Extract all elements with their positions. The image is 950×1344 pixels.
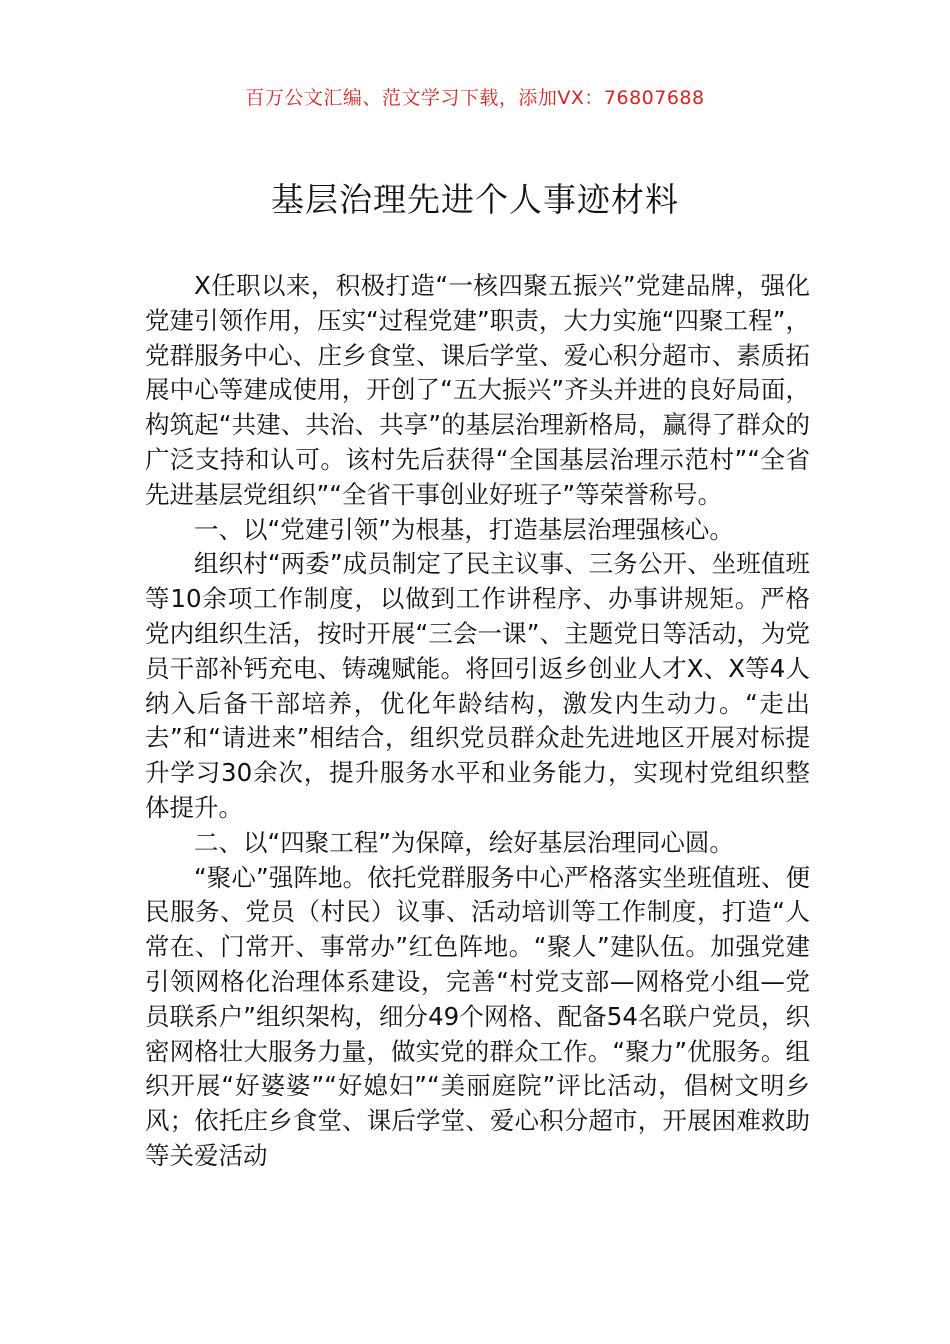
paragraph-section-2: “聚心”强阵地。依托党群服务中心严格落实坐班值班、便民服务、党员（村民）议事、活动培训等工作制度，打造“人常在、门常开、事常办”红色阵地。“聚人”建队伍。加强党建引领网格化治理体系建设，完善“村党支部—网格党小组—党员联系户”组织架构，细分49个网格、配备54名联户党员，织密网格壮大服务力量，做实党的群众工作。“聚力”优服务。组织开展“好婆婆”“好媳妇”“美丽庭院”评比活动，倡树文明乡风；依托庄乡食堂、课后学堂、爱心积分超市，开展困难救助等关爱活动 [145, 862, 810, 1170]
promo-header-note: 百万公文汇编、范文学习下载，添加VX：76807688 [245, 87, 705, 109]
section-heading-2: 二、以“四聚工程”为保障，绘好基层治理同心圆。 [194, 827, 734, 857]
paragraph-section-1: 组织村“两委”成员制定了民主议事、三务公开、坐班值班等10余项工作制度，以做到工作讲程序、办事讲规矩。严格党内组织生活，按时开展“三会一课”、主题党日等活动，为党员干部补钙充电、铸魂赋能。将回引返乡创业人才X、X等4人纳入后备干部培养，优化年龄结构，激发内生动力。“走出去”和“请进来”相结合，组织党员群众赴先进地区开展对标提升学习30余次，提升服务水平和业务能力，实现村党组织整体提升。 [145, 549, 810, 822]
document-body [145, 269, 810, 1174]
document-title: 基层治理先进个人事迹材料 [271, 180, 679, 219]
section-heading-1: 一、以“党建引领”为根基，打造基层治理强核心。 [194, 514, 734, 544]
paragraph-intro: X任职以来，积极打造“一核四聚五振兴”党建品牌，强化党建引领作用，压实“过程党建”职责，大力实施“四聚工程”，党群服务中心、庄乡食堂、课后学堂、爱心积分超市、素质拓展中心等建成使用，开创了“五大振兴”齐头并进的良好局面，构筑起“共建、共治、共享”的基层治理新格局，赢得了群众的广泛支持和认可。该村先后获得“全国基层治理示范村”“全省先进基层党组织”“全省干事创业好班子”等荣誉称号。 [145, 271, 810, 509]
